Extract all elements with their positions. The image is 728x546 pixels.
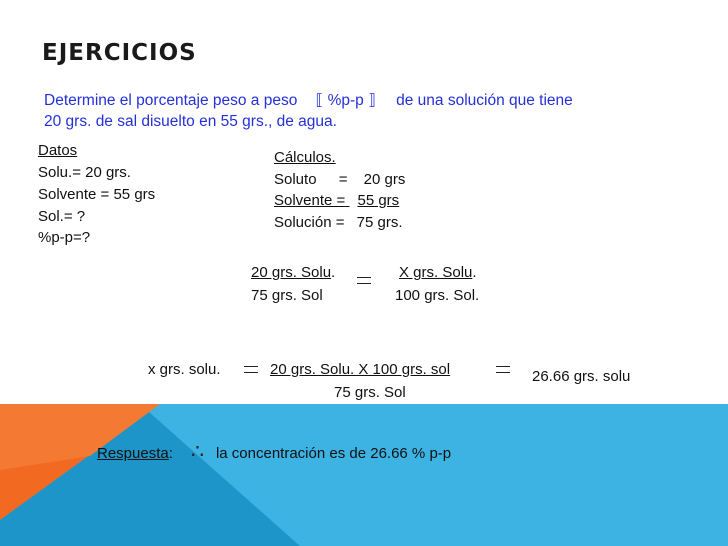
therefore-symbol: ∴ <box>191 441 204 463</box>
proportion-right-top-text: X grs. Solu <box>399 264 473 281</box>
solucion-label: Solución = <box>274 214 345 231</box>
proportion-right-numerator <box>399 264 477 281</box>
solve-numerator: 20 grs. Solu. X 100 grs. sol <box>270 361 451 378</box>
answer-label: Respuesta <box>97 445 169 462</box>
answer-row <box>97 439 451 464</box>
solve-lhs: x grs. solu. <box>148 361 221 378</box>
datos-line: Solvente = 55 grs <box>38 186 156 203</box>
solvente-value: 55 grs <box>357 192 400 209</box>
datos-line: Sol.= ? <box>38 208 86 225</box>
calculos-heading: Cálculos. <box>274 149 336 166</box>
calculos-soluto-row <box>274 171 405 188</box>
solvente-label: Solvente = <box>274 192 346 209</box>
solve-result: 26.66 grs. solu <box>532 368 631 385</box>
answer-text: la concentración es de 26.66 % p-p <box>215 445 452 462</box>
proportion-left-numerator <box>251 264 335 281</box>
solve-equals-sign-2 <box>496 366 510 373</box>
proportion-left-top-text: 20 grs. Solu <box>251 264 332 281</box>
calculos-solvente-row <box>274 192 399 209</box>
proportion-left-denominator: 75 grs. Sol <box>251 287 323 304</box>
proportion-right-denominator: 100 grs. Sol. <box>395 287 480 304</box>
prompt-line-1 <box>44 91 573 110</box>
soluto-label: Soluto <box>274 171 317 188</box>
equals-sign: = <box>338 171 348 188</box>
prompt-line-2: 20 grs. de sal disuelto en 55 grs., de agua. <box>44 113 337 130</box>
solucion-value: 75 grs. <box>356 214 403 231</box>
answer-colon: : <box>168 445 173 462</box>
prompt-text-a: Determine el porcentaje peso a peso <box>44 92 298 109</box>
calculos-solucion-row <box>274 214 403 231</box>
solve-equals-sign-1 <box>244 366 258 373</box>
datos-line: %p-p=? <box>38 229 91 246</box>
proportion-left-top-dot: . <box>331 264 336 281</box>
datos-line: Solu.= 20 grs. <box>38 164 131 181</box>
proportion-equals-sign <box>357 277 371 284</box>
prompt-bracket: ⟦ %p-p ⟧ <box>315 92 376 109</box>
solve-denominator: 75 grs. Sol <box>334 384 406 401</box>
datos-heading: Datos <box>38 142 78 159</box>
soluto-value: 20 grs <box>363 171 406 188</box>
prompt-text-b: de una solución que tiene <box>396 92 573 109</box>
proportion-right-top-dot: . <box>472 264 477 281</box>
slide-title: EJERCICIOS <box>42 40 197 66</box>
